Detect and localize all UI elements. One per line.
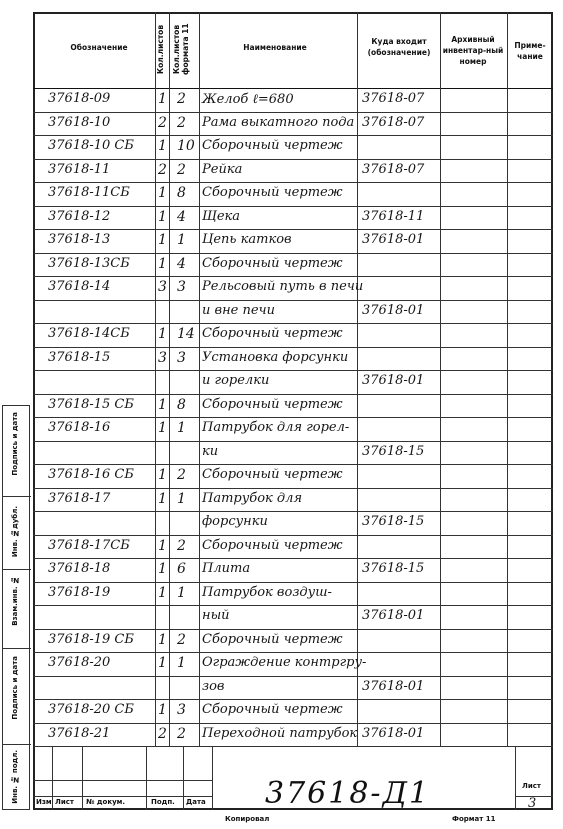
row-divider: [33, 112, 553, 113]
row-where-used: 37618-15: [362, 443, 425, 459]
row-where-used: 37618-07: [362, 161, 425, 177]
row-divider: [33, 558, 553, 559]
title-col-doc: № докум.: [86, 798, 126, 806]
row-sheet-count-a11: 4: [177, 208, 186, 225]
row-where-used: 37618-07: [362, 114, 425, 130]
row-sheet-count: 2: [158, 161, 167, 178]
row-divider: [33, 347, 553, 348]
row-divider: [33, 652, 553, 653]
title-col-sheet: Лист: [55, 798, 74, 806]
row-sheet-count-a11: 1: [177, 584, 186, 601]
row-name: Сборочный чертеж: [202, 138, 343, 153]
row-sheet-count: 1: [158, 631, 167, 648]
row-divider: [33, 300, 553, 301]
row-sheet-count: 1: [158, 396, 167, 413]
row-divider: [33, 370, 553, 371]
row-sheet-count-a11: 8: [177, 185, 186, 201]
row-designation: 37618-11СБ: [48, 185, 130, 200]
row-divider: [33, 394, 553, 395]
row-name: и вне печи: [202, 302, 275, 318]
row-where-used: 37618-07: [362, 91, 425, 106]
row-name: Сборочный чертеж: [202, 185, 343, 200]
title-block-line: [33, 796, 212, 797]
header-sheet-count-a11: Кол.листов формата 11: [172, 23, 190, 75]
row-sheet-count-a11: 4: [177, 255, 186, 272]
row-sheet-count-a11: 2: [177, 537, 186, 554]
row-divider: [33, 417, 553, 418]
row-designation: 37618-14СБ: [48, 326, 130, 341]
row-designation: 37618-15 СБ: [48, 396, 134, 412]
row-sheet-count-a11: 2: [177, 631, 186, 648]
row-name: форсунки: [202, 514, 268, 529]
row-divider: [33, 746, 553, 747]
row-sheet-count-a11: 1: [177, 232, 186, 248]
row-name: Сборочный чертеж: [202, 255, 343, 271]
row-designation: 37618-13СБ: [48, 255, 130, 271]
row-sheet-count-a11: 14: [177, 326, 195, 342]
row-divider: [33, 253, 553, 254]
row-designation: 37618-18: [48, 561, 111, 576]
row-sheet-count-a11: 2: [177, 467, 186, 483]
row-sheet-count-a11: 10: [177, 138, 195, 154]
row-sheet-count: 3: [158, 279, 167, 295]
row-sheet-count-a11: 1: [177, 420, 186, 436]
row-where-used: 37618-01: [362, 725, 425, 741]
row-where-used: 37618-01: [362, 678, 425, 694]
row-name: Патрубок для: [202, 490, 303, 506]
row-where-used: 37618-01: [362, 302, 425, 318]
row-sheet-count: 1: [158, 232, 167, 248]
row-name: Желоб ℓ=680: [202, 92, 294, 107]
row-designation: 37618-10 СБ: [48, 138, 134, 153]
row-sheet-count-a11: 8: [177, 396, 186, 413]
row-divider: [33, 488, 553, 489]
header-note: Приме-чание: [514, 41, 546, 61]
row-name: и горелки: [202, 373, 270, 388]
row-where-used: 37618-01: [362, 608, 425, 623]
title-block-divider: [146, 746, 147, 810]
row-name: Патрубок воздуш-: [202, 584, 332, 600]
row-sheet-count-a11: 3: [177, 279, 186, 295]
title-block-divider: [52, 746, 53, 810]
row-name: Сборочный чертеж: [202, 702, 343, 717]
row-sheet-count-a11: 1: [177, 490, 186, 507]
row-sheet-count: 1: [158, 584, 167, 601]
footer-copied: Копировал: [225, 815, 270, 823]
row-sheet-count-a11: 2: [177, 91, 186, 107]
row-where-used: 37618-11: [362, 208, 425, 224]
row-name: Рельсовый путь в печи: [202, 279, 364, 294]
row-sheet-count-a11: 2: [177, 725, 186, 742]
row-name: Ограждение контргру-: [202, 655, 367, 670]
row-sheet-count: 1: [158, 702, 167, 718]
header-archive: Архивный инвентар-ный номер: [442, 35, 504, 66]
row-designation: 37618-16: [48, 420, 111, 435]
row-divider: [33, 676, 553, 677]
row-divider: [33, 323, 553, 324]
row-divider: [33, 511, 553, 512]
footer-format: Формат 11: [452, 815, 496, 823]
row-designation: 37618-15: [48, 349, 111, 365]
row-divider: [33, 276, 553, 277]
column-divider: [507, 12, 508, 746]
row-name: Сборочный чертеж: [202, 467, 343, 482]
side-label-signature-date-2: Подпись и дата: [11, 656, 19, 720]
header-divider: [33, 88, 553, 89]
side-label-replace-inv: Взам.инв. №: [11, 576, 19, 626]
row-sheet-count: 1: [158, 255, 167, 272]
title-block-divider: [82, 746, 83, 810]
row-where-used: 37618-01: [362, 232, 425, 247]
title-col-sign: Подп.: [151, 798, 175, 806]
side-stamp-column: [2, 405, 30, 810]
row-designation: 37618-10: [48, 114, 111, 130]
row-where-used: 37618-01: [362, 373, 425, 388]
row-name: Переходной патрубок: [202, 725, 358, 741]
row-sheet-count: 3: [158, 349, 167, 366]
row-sheet-count-a11: 3: [177, 349, 186, 366]
column-divider: [199, 12, 200, 746]
row-sheet-count: 1: [158, 208, 167, 225]
row-divider: [33, 723, 553, 724]
row-sheet-count: 1: [158, 91, 167, 107]
row-name: Щека: [202, 208, 241, 224]
row-designation: 37618-21: [48, 725, 111, 741]
title-sheet-number: 3: [528, 796, 537, 811]
row-designation: 37618-13: [48, 232, 111, 247]
header-where-used: Куда входит (обозначение): [367, 37, 431, 57]
title-block-divider: [212, 746, 213, 810]
row-designation: 37618-11: [48, 161, 111, 177]
title-sheet-label: Лист: [522, 782, 541, 790]
column-divider: [155, 12, 156, 746]
document-code: 37618-Д1: [265, 776, 431, 811]
row-designation: 37618-16 СБ: [48, 467, 134, 482]
title-block-divider: [515, 746, 516, 810]
row-divider: [33, 582, 553, 583]
side-label-signature-date-1: Подпись и дата: [11, 412, 19, 476]
row-sheet-count: 2: [158, 725, 167, 742]
side-label-orig-inv: Инв. № подл.: [11, 750, 19, 804]
title-block-divider: [183, 746, 184, 810]
side-label-dup-inv: Инв. №дубл.: [11, 506, 19, 558]
row-name: Рейка: [202, 161, 243, 177]
title-col-date: Дата: [186, 798, 206, 806]
title-col-change: Изм: [36, 798, 52, 806]
row-divider: [33, 135, 553, 136]
row-divider: [33, 699, 553, 700]
row-name: зов: [202, 678, 225, 694]
row-sheet-count: 1: [158, 537, 167, 554]
column-divider: [169, 12, 170, 746]
column-divider: [357, 12, 358, 746]
row-sheet-count: 1: [158, 490, 167, 507]
row-divider: [33, 159, 553, 160]
row-designation: 37618-09: [48, 91, 111, 106]
row-sheet-count-a11: 2: [177, 114, 186, 131]
header-sheet-count: Кол.листов: [156, 24, 165, 74]
row-name: Цепь катков: [202, 232, 292, 247]
row-sheet-count-a11: 2: [177, 161, 186, 178]
row-designation: 37618-20: [48, 655, 111, 670]
row-sheet-count: 1: [158, 138, 167, 154]
row-name: Патрубок для горел-: [202, 420, 350, 435]
row-divider: [33, 206, 553, 207]
row-designation: 37618-17: [48, 490, 111, 506]
row-name: Рама выкатного пода: [202, 114, 355, 130]
row-sheet-count: 1: [158, 655, 167, 671]
row-sheet-count: 1: [158, 420, 167, 436]
row-where-used: 37618-15: [362, 514, 425, 529]
row-name: Сборочный чертеж: [202, 537, 343, 553]
row-designation: 37618-17СБ: [48, 537, 130, 553]
row-name: Сборочный чертеж: [202, 631, 343, 647]
row-divider: [33, 229, 553, 230]
row-divider: [33, 464, 553, 465]
row-sheet-count: 1: [158, 326, 167, 342]
row-designation: 37618-19: [48, 584, 111, 600]
title-block-line: [33, 780, 212, 781]
row-name: Плита: [202, 561, 251, 576]
row-sheet-count-a11: 1: [177, 655, 186, 671]
row-sheet-count: 1: [158, 561, 167, 577]
row-sheet-count: 1: [158, 467, 167, 483]
row-designation: 37618-20 СБ: [48, 702, 134, 717]
row-sheet-count-a11: 6: [177, 561, 186, 577]
row-name: ки: [202, 443, 219, 459]
row-designation: 37618-19 СБ: [48, 631, 134, 647]
row-divider: [33, 629, 553, 630]
header-name: Наименование: [243, 43, 307, 52]
row-sheet-count: 1: [158, 185, 167, 201]
row-name: Сборочный чертеж: [202, 326, 343, 341]
row-designation: 37618-14: [48, 279, 111, 294]
header-designation: Обозначение: [70, 43, 128, 52]
row-name: Установка форсунки: [202, 349, 349, 365]
row-divider: [33, 605, 553, 606]
row-name: ный: [202, 608, 230, 623]
row-sheet-count-a11: 3: [177, 702, 186, 718]
row-divider: [33, 441, 553, 442]
row-designation: 37618-12: [48, 208, 111, 224]
column-divider: [440, 12, 441, 746]
row-where-used: 37618-15: [362, 561, 425, 576]
row-name: Сборочный чертеж: [202, 396, 343, 412]
row-divider: [33, 535, 553, 536]
row-sheet-count: 2: [158, 114, 167, 131]
row-divider: [33, 182, 553, 183]
